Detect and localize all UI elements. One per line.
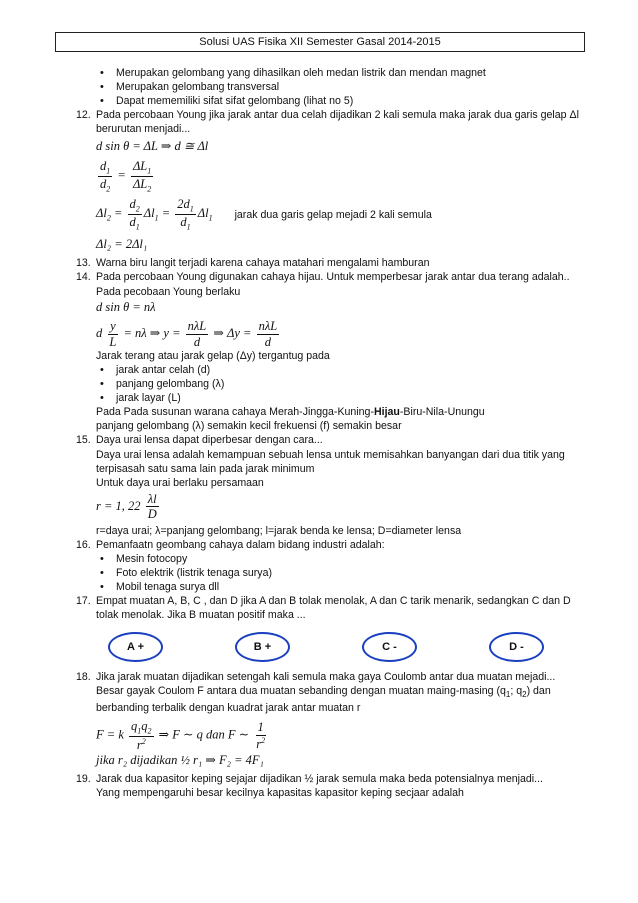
q14-order-bold: Hijau: [373, 406, 400, 419]
charge-b-circle: B +: [235, 632, 290, 662]
charge-c-circle: C -: [362, 632, 417, 662]
q12-number: 12.: [76, 109, 91, 122]
q15-eq-prefix: r = 1, 22: [96, 498, 141, 513]
q12-side-note: jarak dua garis gelap mejadi 2 kali semula: [234, 208, 432, 221]
question-12: [78, 108, 588, 136]
q15-eq-num: λl: [147, 491, 157, 506]
q18-expl-c: ) dan berbanding terbalik dengan kuadrat jarak antar muatan r: [96, 685, 551, 714]
q14-conclusion: panjang gelombang (λ) semakin kecil frekuensi (f) semakin besar: [96, 420, 402, 433]
question-15: [78, 433, 588, 447]
q16-number: 16.: [76, 538, 91, 551]
q17-number: 17.: [76, 594, 91, 607]
q18-sub1: 1: [505, 690, 511, 700]
q19-number: 19.: [76, 772, 91, 785]
q19-text: Jarak dua kapasitor keping sejajar dijadikan ½ jarak semula maka beda potensialnya menjadi...: [96, 772, 543, 785]
question-19: [78, 772, 588, 786]
q17-text: Empat muatan A, B, C , dan D jika A dan B tolak menolak, A dan C tarik menarik, sedangkan C dan D tolak menolak. Jika B muatan positif maka ...: [96, 594, 571, 621]
q14-text: Pada percobaan Young digunakan cahaya hijau. Untuk memperbesar jarak antar dua terang adalah..: [96, 271, 570, 284]
q13-text: Warna biru langit terjadi karena cahaya matahari mengalami hamburan: [96, 257, 430, 270]
header-box: [55, 32, 585, 52]
q18-sub2: 2: [522, 690, 527, 700]
q18-number: 18.: [76, 671, 91, 684]
question-14: [78, 270, 588, 284]
q14-line2: Pada pecobaan Young berlaku: [96, 285, 241, 298]
q14-bullet-1: • jarak antar celah (d): [96, 363, 588, 377]
q12-eq1: d sin θ = ΔL ⇒ d ≅ Δl: [96, 139, 209, 154]
question-16: [78, 538, 588, 552]
q16-text: Pemanfaatn geombang cahaya dalam bidang industri adalah:: [96, 538, 385, 551]
q16-bullet-1: • Mesin fotocopy: [96, 552, 588, 566]
charges-row: [78, 622, 588, 670]
q18-expl-b: ; q: [510, 685, 523, 698]
question-18: [78, 670, 588, 684]
q15-text: Daya urai lensa dapat diperbesar dengan cara...: [96, 434, 323, 447]
q15-eq-den: D: [147, 507, 157, 522]
q14-dep: Jarak terang atau jarak gelap (Δy) tergantug pada: [96, 350, 330, 362]
q11-bullet-3: • Dapat mememiliki sifat sifat gelombang (lihat no 5): [96, 94, 588, 108]
q11-bullet-2: • Merupakan gelombang transversal: [96, 80, 588, 94]
q15-number: 15.: [76, 434, 91, 447]
q18-eq1: F = k $\frac{q_1q_2}{r^2}$ ⇒ F ∼ q dan F ∼ $\frac{1}{r^2}$: [96, 718, 266, 752]
q14-number: 14.: [76, 271, 91, 284]
q14-order-prefix: Pada Pada susunan warana cahaya Merah-Jingga-Kuning-: [96, 406, 374, 419]
q19-line2: Yang mempengaruhi besar kecilnya kapasitas kapasitor keping secjaar adalah: [96, 786, 464, 799]
q13-number: 13.: [76, 257, 91, 270]
q16-bullet-2: • Foto elektrik (listrik tenaga surya): [96, 566, 588, 580]
header-title: Solusi UAS Fisika XII Semester Gasal 2014-2015: [199, 35, 441, 48]
content: [78, 66, 588, 800]
q11-bullet-1: • Merupakan gelombang yang dihasilkan oleh medan listrik dan mendan magnet: [96, 66, 588, 80]
q18-explanation: [78, 684, 588, 715]
question-13: [78, 256, 588, 270]
q12-eq4: Δl₂ = 2Δl₁: [96, 236, 148, 251]
q14-bullet-3: • jarak layar (L): [96, 391, 588, 405]
q14-order: [78, 405, 588, 419]
q12-eq3: $\Delta l_2$ = $\frac{d_2}{d_1}$ $\Delta l_1$ = $\frac{2d_1}{d_1}$ $\Delta l_1$: [96, 197, 213, 232]
q12-eq2: $\frac{d_1}{d_2}$ = $\frac{\Delta L_1}{\Delta L_2}$: [100, 159, 152, 194]
q15-eq: [78, 490, 588, 522]
charge-d-circle: D -: [489, 632, 544, 662]
q18-expl-a: Besar gayak Coulom F antara dua muatan sebanding dengan muatan maing-masing (q: [96, 685, 506, 698]
q14-order-suffix: -Biru-Nila-Unungu: [399, 406, 485, 419]
q12-text: Pada percobaan Young jika jarak antar dua celah dijadikan 2 kali semula maka jarak dua garis gelap Δl berurutan menjadi...: [96, 109, 579, 136]
q15-def: Daya urai lensa adalah kemampuan sebuah lensa untuk memisahkan banyangan dari dua titik yang terpisasah satu sama lain pada jarak minimum: [96, 448, 565, 475]
q15-formula-intro: Untuk daya urai berlaku persamaan: [96, 476, 264, 489]
q12-eq3-row: [78, 197, 588, 231]
q14-bullet-2: • panjang gelombang (λ): [96, 377, 588, 391]
charge-a-circle: A +: [108, 632, 163, 662]
q14-eq2: d $\frac{y}{L}$ = nλ ⇒ y = $\frac{\text{nλL}}{d}$ ⇒ Δy = $\frac{\text{nλL}}{d}$: [96, 319, 278, 349]
q15-legend: r=daya urai; λ=panjang gelombang; l=jarak benda ke lensa; D=diameter lensa: [96, 524, 462, 537]
q14-eq1: d sin θ = nλ: [96, 299, 156, 314]
q18-eq2: jika r₂ dijadikan ½ r₁ ⇒ F₂ = 4F₁: [96, 753, 264, 768]
q16-bullet-3: • Mobil tenaga surya dll: [96, 580, 588, 594]
question-17: [78, 594, 588, 622]
q18-text: Jika jarak muatan dijadikan setengah kali semula maka gaya Coulomb antar dua muatan mejadi...: [96, 671, 556, 684]
